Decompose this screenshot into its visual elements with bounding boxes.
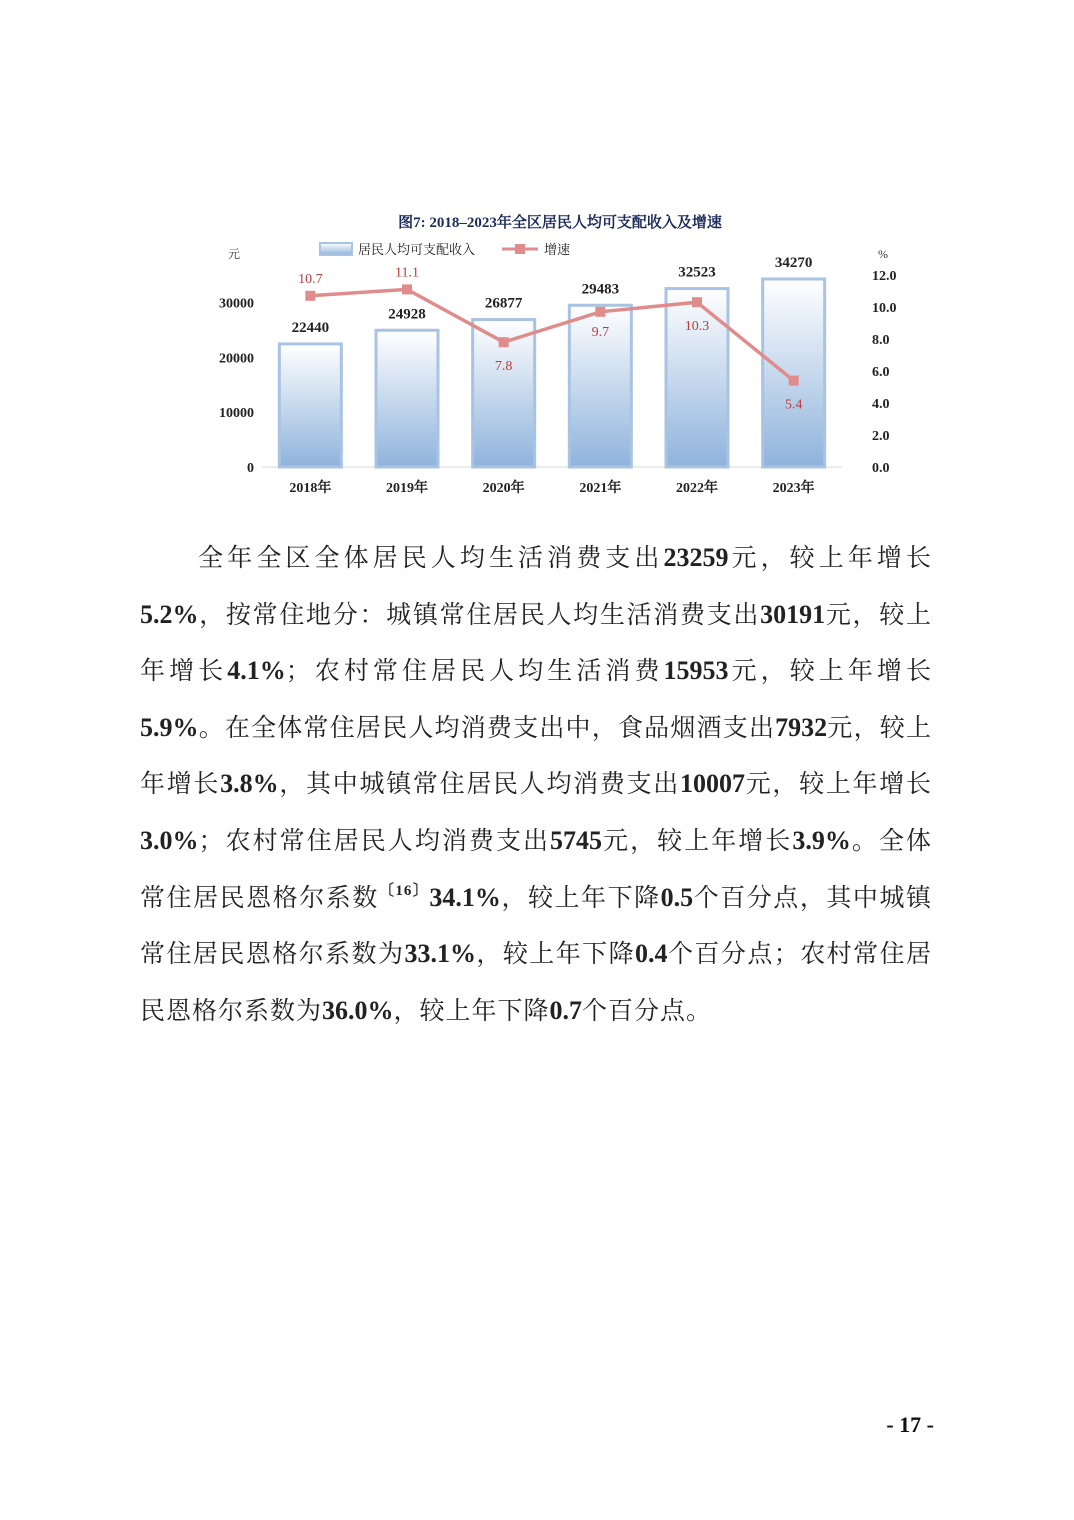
bold-figure: 30191 (760, 599, 826, 629)
footnote-ref: 〔16〕 (378, 882, 430, 899)
bold-figure: 34.1% (429, 882, 501, 912)
bar (666, 289, 728, 467)
chart-legend (320, 242, 570, 257)
line-marker (692, 297, 702, 307)
x-tick-label: 2018年 (289, 481, 332, 496)
bold-figure: 3.0% (140, 825, 199, 855)
bar-value-label: 22440 (291, 319, 330, 336)
text-run: 元，较上年增长 (602, 825, 793, 855)
text-run: 个百分点。 (582, 995, 713, 1025)
bold-figure: 0.5 (660, 882, 694, 912)
body-paragraph (140, 530, 932, 1039)
bold-figure: 5.9% (140, 712, 199, 742)
bold-figure: 5.2% (140, 599, 199, 629)
text-run: ，按常住地分：城镇常住居民人均生活消费支出 (198, 599, 761, 629)
line-marker (789, 376, 799, 386)
bold-figure: 7932 (775, 712, 828, 742)
x-tick-label: 2019年 (386, 481, 428, 496)
bar-value-label: 32523 (678, 264, 716, 281)
line-value-label: 5.4 (784, 397, 803, 413)
bold-figure: 5745 (550, 825, 603, 855)
bold-figure: 3.9% (792, 825, 851, 855)
page-number: - 17 - (886, 1412, 934, 1437)
text-run: ，较上年下降 (500, 882, 661, 912)
y-right-tick-label: 4.0 (872, 397, 890, 412)
text-run: ，较上年下降 (475, 939, 636, 969)
text-run: 。全体常住居民恩格尔系数 (140, 825, 932, 912)
bold-figure: 4.1% (227, 656, 286, 686)
y-right-tick-label: 0.0 (872, 461, 890, 476)
legend-bar-swatch (320, 243, 352, 255)
text-run: ，较上年下降 (393, 995, 550, 1025)
bar-value-label: 24928 (388, 306, 426, 323)
text-run: 元，较上年增长 (140, 599, 932, 686)
text-run: 个百分点，其中城镇常住居民恩格尔系数为 (140, 882, 932, 969)
y-left-tick-label: 0 (247, 461, 254, 476)
bar (279, 344, 341, 467)
bold-figure: 0.7 (549, 995, 583, 1025)
bold-figure: 10007 (680, 769, 745, 799)
line-marker (305, 291, 315, 301)
y-left-unit: 元 (228, 247, 241, 261)
bar-value-label: 34270 (774, 255, 813, 272)
text-run: 元，较上年增长 (728, 543, 932, 572)
text-run: 元，较上年增长 (140, 712, 932, 799)
legend-bar-label: 居民人均可支配收入 (358, 242, 476, 257)
text-run: ；农村常住居民人均生活消费 (285, 656, 664, 686)
bold-figure: 36.0% (322, 995, 394, 1025)
x-tick-label: 2020年 (482, 481, 525, 496)
line-marker (402, 284, 412, 294)
line-value-label: 11.1 (395, 265, 419, 281)
bold-figure: 23259 (663, 543, 729, 572)
bold-figure: 33.1% (404, 939, 476, 969)
line-value-label: 10.7 (298, 271, 323, 287)
line-value-label: 9.7 (591, 324, 610, 340)
y-right-tick-label: 8.0 (872, 333, 890, 348)
text-run: ；农村常住居民人均消费支出 (198, 825, 551, 855)
x-tick-label: 2022年 (676, 481, 718, 496)
x-tick-label: 2023年 (772, 481, 815, 496)
bar-value-label: 26877 (484, 295, 523, 312)
y-right-tick-label: 2.0 (872, 429, 890, 444)
chart-canvas (210, 200, 910, 505)
chart-title: 图7: 2018–2023年全区居民人均可支配收入及增速 (398, 215, 722, 231)
bar (763, 279, 825, 467)
bold-figure: 0.4 (635, 939, 668, 969)
y-left-tick-label: 30000 (219, 296, 254, 312)
y-right-tick-label: 6.0 (872, 365, 890, 380)
line-marker (499, 337, 509, 347)
bold-figure: 3.8% (220, 769, 279, 799)
text-run: ，其中城镇常住居民人均消费支出 (278, 769, 680, 799)
legend-line-marker (515, 244, 525, 254)
text-run: 全年全区全体居民人均生活消费支出 (198, 543, 664, 572)
legend-line-label: 增速 (544, 242, 571, 257)
y-left-tick-label: 20000 (219, 351, 254, 367)
bar (376, 330, 438, 467)
text-run: 元，较上年增长 (728, 656, 932, 686)
line-value-label: 10.3 (684, 319, 710, 335)
bar-series (279, 255, 824, 467)
x-tick-label: 2021年 (579, 481, 622, 496)
text-run: 个百分点；农村常住居民恩格尔系数为 (140, 939, 932, 1025)
line-value-label: 7.8 (494, 359, 513, 375)
line-marker (595, 307, 605, 317)
text-run: 。在全体常住居民人均消费支出中，食品烟酒支出 (198, 712, 776, 742)
y-left-tick-label: 10000 (219, 406, 254, 422)
y-right-tick-label: 10.0 (872, 301, 897, 316)
text-run: 元，较上年增长 (745, 769, 932, 799)
bar-value-label: 29483 (581, 281, 620, 298)
y-right-tick-label: 12.0 (872, 269, 897, 284)
y-right-unit: % (878, 247, 888, 261)
income-chart (210, 200, 910, 505)
bold-figure: 15953 (663, 656, 729, 686)
